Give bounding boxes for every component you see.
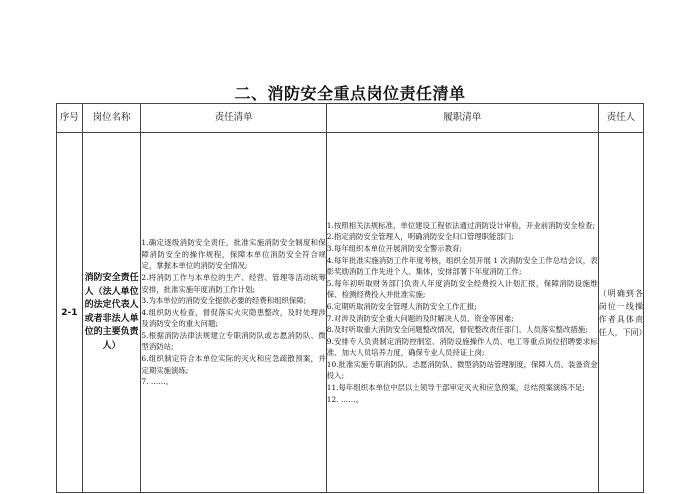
duty-item: 7.对涉及消防安全重大问题的及时解决人员、资金等困难; [326, 313, 514, 323]
table-row [57, 133, 644, 493]
duty-item: 8.及时听取重大消防安全问题整改情况，督促整改责任部门、人员落实整改措施; [326, 325, 588, 335]
responsibility-item: 5.根据消防法律法规建立专职消防队或志愿消防队、微型消防站; [141, 330, 326, 352]
header-responsibilities: 责任清单 [141, 104, 326, 133]
duty-item: 9.安排专人负责制定消防控制室、消防设施操作人员、电工等重点岗位招聘要求标准、加大人员培养力度，确保专业人员持证上岗; [326, 336, 598, 358]
header-number: 序号 [57, 104, 83, 133]
row-number: 2-1 [57, 133, 83, 493]
header-position: 岗位名称 [82, 104, 141, 133]
duty-item: 1.按照相关法规标准，单位建设工程依法通过消防设计审验，开业前消防安全检查; [326, 220, 595, 230]
duty-item: 4.每年批准实施消防工作年度考核，组织全员开展 1 次消防安全工作总结会议，表彰奖励消防工作先进个人、集体，安排部署下年度消防工作; [326, 255, 598, 277]
responsibility-item: 6.组织制定符合本单位实际的灭火和应急疏散预案，并定期实施演练; [141, 354, 326, 375]
duty-item: 12. ……。 [326, 394, 364, 404]
responsibility-table [56, 103, 647, 493]
responsibility-item: 1.确定逐级消防安全责任，批准实施消防安全制度和保障消防安全的操作规程，保障本单位消防安全符合规定，掌握本单位的消防安全情况; [141, 238, 326, 271]
responsible-person: （明确到各岗位一线操作者具体责任人，下同） [598, 133, 643, 493]
duty-item: 5.每年初听取财务部门负责人年度消防安全经费投入计划汇报，保障消防设施维保、检测经费投入并批准实施; [326, 278, 598, 300]
responsibility-item: 2.将消防工作与本单位的生产、经营、管理等活动统筹安排，批准实施年度消防工作计划; [141, 272, 326, 294]
responsibility-item: 7. ……。 [141, 377, 173, 387]
duty-item: 10.批准实施专职消防队、志愿消防队、微型消防站管理制度，保障人员、装备资金投入; [326, 359, 598, 381]
duty-item: 2.指定消防安全管理人，明确消防安全归口管理职能部门; [326, 232, 514, 242]
responsibility-item: 3.为本单位的消防安全提供必要的经费和组织保障; [141, 296, 307, 306]
responsibility-list [141, 133, 326, 493]
duty-list [326, 133, 598, 493]
header-duties: 履职清单 [326, 104, 598, 133]
responsibility-item: 4.组织防火检查，督促落实火灾隐患整改，及时处理涉及消防安全的重大问题; [141, 307, 326, 329]
header-responsible-person: 责任人 [598, 104, 643, 133]
position-name: 消防安全责任人（法人单位的法定代表人或者非法人单位的主要负责人） [82, 133, 141, 493]
duty-item: 11.每年组织本单位中层以上领导干部审定灭火和应急预案，总结预案演练不足; [326, 383, 585, 393]
duty-item: 6.定期听取消防安全管理人消防安全工作汇报; [326, 301, 477, 311]
document-title: 二、消防安全重点岗位责任清单 [234, 84, 466, 103]
table-header-row [57, 104, 644, 133]
duty-item: 3.每年组织本单位开展消防安全警示教育; [326, 243, 462, 253]
